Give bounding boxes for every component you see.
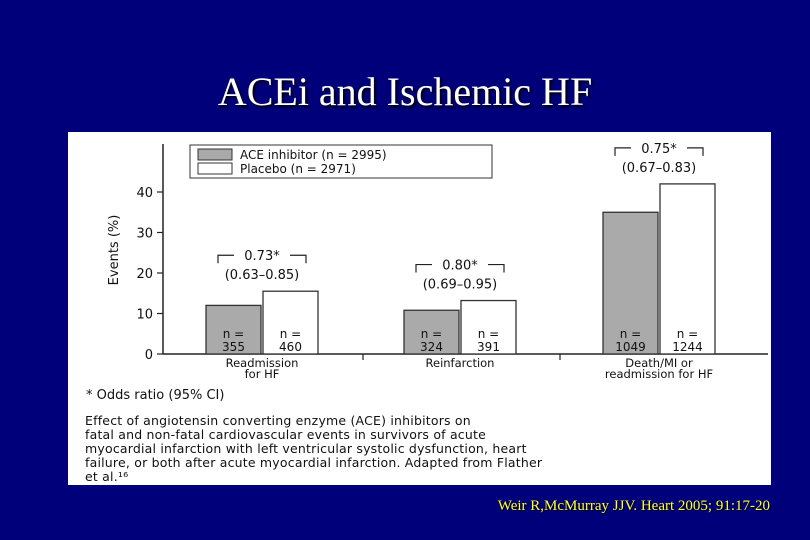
y-tick-label: 0 <box>144 348 153 363</box>
bar-count-prefix: n = <box>676 327 699 341</box>
legend-swatch <box>198 149 232 160</box>
bar-count-label: 1049 <box>615 340 646 354</box>
bar-count-prefix: n = <box>222 327 245 341</box>
slide-title: ACEi and Ischemic HF <box>217 69 593 114</box>
y-axis-label: Events (%) <box>107 214 122 286</box>
bar-count-prefix: n = <box>420 327 443 341</box>
odds-ratio-label: 0.80* <box>442 258 478 274</box>
confidence-interval-label: (0.63–0.85) <box>224 268 300 284</box>
bar-count-label: 1244 <box>672 340 703 354</box>
bar-count-label: 391 <box>477 340 500 354</box>
confidence-interval-label: (0.69–0.95) <box>422 277 498 293</box>
confidence-interval-label: (0.67–0.83) <box>621 160 697 176</box>
y-tick-label: 20 <box>136 267 153 282</box>
caption-line: failure, or both after acute myocardial infarction. Adapted from Flather <box>85 455 543 470</box>
bar-count-label: 324 <box>420 340 443 354</box>
footnote: * Odds ratio (95% CI) <box>86 388 225 403</box>
bar-count-prefix: n = <box>619 327 642 341</box>
y-tick-label: 40 <box>136 186 153 201</box>
figure-caption <box>85 414 765 484</box>
y-tick-label: 10 <box>136 307 153 323</box>
odds-ratio-label: 0.73* <box>244 249 280 265</box>
legend-label: ACE inhibitor (n = 2995) <box>240 148 387 162</box>
bar-count-label: 355 <box>222 340 245 354</box>
category-label: Death/MI or <box>625 356 693 370</box>
legend-label: Placebo (n = 2971) <box>240 162 356 176</box>
bar-count-label: 460 <box>279 340 302 354</box>
figure-panel <box>68 132 771 485</box>
category-label: Reinfarction <box>425 356 495 370</box>
citation: Weir R,McMurray JJV. Heart 2005; 91:17-20 <box>497 498 770 514</box>
caption-line: myocardial infarction with left ventricular systolic dysfunction, heart <box>85 441 527 456</box>
odds-ratio-label: 0.75* <box>641 141 677 157</box>
category-label: for HF <box>244 367 280 381</box>
category-label: readmission for HF <box>604 367 714 381</box>
caption-line: Effect of angiotensin converting enzyme (ACE) inhibitors on <box>85 413 471 428</box>
bar-count-prefix: n = <box>279 327 302 341</box>
y-tick-label: 30 <box>136 226 153 242</box>
category-label: Readmission <box>225 356 299 370</box>
legend-swatch <box>198 163 232 174</box>
caption-line: et al.¹⁶ <box>85 469 129 484</box>
caption-line: fatal and non-fatal cardiovascular events in survivors of acute <box>85 427 486 442</box>
bar-count-prefix: n = <box>477 327 500 341</box>
